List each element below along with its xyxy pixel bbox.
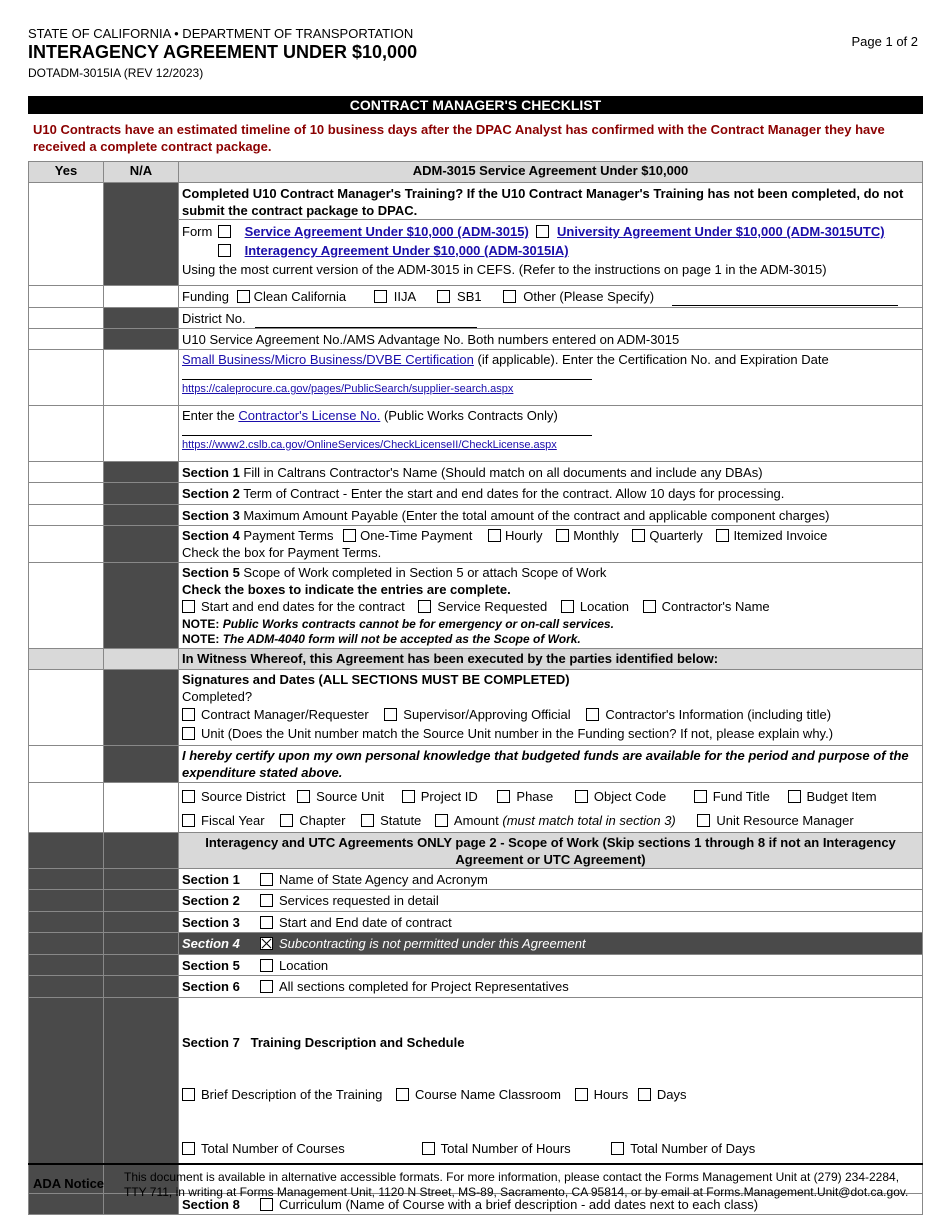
yes-cell[interactable] xyxy=(29,670,104,746)
form-version-note: Using the most current version of the ADM-3015 in CEFS. (Refer to the instructions on page 1 in the ADM-3015) xyxy=(182,262,827,277)
funding-other-field[interactable] xyxy=(672,288,898,306)
funding-label: Funding xyxy=(182,289,229,304)
page-number: Page 1 of 2 xyxy=(851,34,918,49)
form-number: DOTADM-3015IA (REV 12/2023) xyxy=(28,66,204,80)
na-cell-disabled xyxy=(104,329,179,350)
form-adm3015-checkbox[interactable] xyxy=(218,225,231,238)
total-days-checkbox[interactable] xyxy=(611,1142,624,1155)
p2-section-4-text: Subcontracting is not permitted under this Agreement xyxy=(279,936,586,951)
fund-title-checkbox[interactable] xyxy=(694,790,707,803)
phase-checkbox[interactable] xyxy=(497,790,510,803)
p2-section-5-checkbox[interactable] xyxy=(260,959,273,972)
na-cell-disabled xyxy=(104,483,179,505)
yes-cell-disabled xyxy=(29,890,104,912)
yes-cell[interactable] xyxy=(29,526,104,563)
adm4040-note: The ADM-4040 form will not be accepted as the Scope of Work. xyxy=(222,632,581,646)
small-business-instructions: (if applicable). Enter the Certification No. and Expiration Date xyxy=(477,352,829,367)
yes-cell[interactable] xyxy=(29,308,104,329)
days-label: Days xyxy=(656,1087,687,1102)
ada-divider xyxy=(28,1163,923,1165)
section-3-label: Section 3 xyxy=(182,508,240,523)
section-3-text: Maximum Amount Payable (Enter the total amount of the contract and applicable component charges) xyxy=(243,508,830,523)
chapter-checkbox[interactable] xyxy=(280,814,293,827)
p2-section-1-label: Section 1 xyxy=(182,872,240,887)
section-8-text: Curriculum (Name of Course with a brief description - add dates next to each class) xyxy=(279,1197,759,1212)
yes-cell-disabled xyxy=(29,933,104,955)
course-name-checkbox[interactable] xyxy=(396,1088,409,1101)
payment-monthly-label: Monthly xyxy=(573,528,619,543)
small-business-certification-link[interactable]: Small Business/Micro Business/DVBE Certification xyxy=(182,352,474,367)
form-adm3015-link[interactable]: Service Agreement Under $10,000 (ADM-3015) xyxy=(244,224,529,239)
na-column-header: N/A xyxy=(104,162,179,183)
witness-statement: In Witness Whereof, this Agreement has been executed by the parties identified below: xyxy=(179,649,923,670)
p2-section-6-checkbox[interactable] xyxy=(260,980,273,993)
yes-cell-disabled xyxy=(29,1194,104,1215)
training-description-checkbox[interactable] xyxy=(182,1088,195,1101)
certification-field[interactable] xyxy=(182,369,592,380)
sig-contract-manager-checkbox[interactable] xyxy=(182,708,195,721)
agreement-column-header: ADM-3015 Service Agreement Under $10,000 xyxy=(179,162,923,183)
na-cell-disabled xyxy=(104,746,179,783)
training-description-label: Brief Description of the Training xyxy=(201,1087,383,1102)
yes-cell-shaded xyxy=(29,649,104,670)
section-5-instruction: Check the boxes to indicate the entries are complete. xyxy=(182,582,511,597)
p2-section-3-text: Start and End date of contract xyxy=(279,915,452,930)
p2-section-4-checked-checkbox xyxy=(260,937,273,950)
p2-section-2-label: Section 2 xyxy=(182,893,240,908)
payment-itemized-invoice-label: Itemized Invoice xyxy=(733,528,828,543)
na-cell-disabled xyxy=(104,308,179,329)
fund-title-label: Fund Title xyxy=(712,789,770,804)
funding-iija-checkbox[interactable] xyxy=(374,290,387,303)
yes-cell[interactable] xyxy=(29,350,104,406)
total-days-label: Total Number of Days xyxy=(630,1141,756,1156)
amount-note: (must match total in section 3) xyxy=(502,813,676,828)
yes-cell-disabled xyxy=(29,833,104,869)
training-item: Completed U10 Contract Manager's Training? If the U10 Contract Manager's Training has not been completed, do not submit the contract package to DPAC. xyxy=(179,183,923,220)
section-1-text: Fill in Caltrans Contractor's Name (Should match on all documents and include any DBAs) xyxy=(243,465,763,480)
na-cell[interactable] xyxy=(104,350,179,406)
amount-checkbox[interactable] xyxy=(435,814,448,827)
sig-contract-manager-label: Contract Manager/Requester xyxy=(201,707,369,722)
fiscal-year-label: Fiscal Year xyxy=(201,813,265,828)
scope-service-label: Service Requested xyxy=(437,599,548,614)
payment-terms-note: Check the box for Payment Terms. xyxy=(182,545,382,560)
yes-cell[interactable] xyxy=(29,329,104,350)
yes-cell[interactable] xyxy=(29,746,104,783)
p2-section-3-checkbox[interactable] xyxy=(260,916,273,929)
budget-item-checkbox[interactable] xyxy=(788,790,801,803)
funding-sb1-checkbox[interactable] xyxy=(437,290,450,303)
scope-location-label: Location xyxy=(579,599,630,614)
p2-section-5-label: Section 5 xyxy=(182,958,240,973)
na-cell[interactable] xyxy=(104,783,179,833)
checklist-table xyxy=(28,161,923,1215)
contractors-license-link[interactable]: Contractor's License No. xyxy=(238,408,381,423)
yes-cell[interactable] xyxy=(29,563,104,649)
total-hours-checkbox[interactable] xyxy=(422,1142,435,1155)
signatures-title: Signatures and Dates (ALL SECTIONS MUST BE COMPLETED) xyxy=(182,672,570,687)
section-8-label: Section 8 xyxy=(182,1197,240,1212)
statute-label: Statute xyxy=(380,813,422,828)
sig-supervisor-checkbox[interactable] xyxy=(384,708,397,721)
yes-cell-disabled xyxy=(29,869,104,890)
hours-label: Hours xyxy=(593,1087,629,1102)
yes-cell[interactable] xyxy=(29,406,104,462)
scope-contractor-label: Contractor's Name xyxy=(661,599,770,614)
section-2-label: Section 2 xyxy=(182,486,240,501)
p2-section-3-label: Section 3 xyxy=(182,915,240,930)
payment-quarterly-label: Quarterly xyxy=(649,528,703,543)
project-id-checkbox[interactable] xyxy=(402,790,415,803)
funding-clean-california-checkbox[interactable] xyxy=(237,290,250,303)
certification-statement: I hereby certify upon my own personal knowledge that budgeted funds are available for the period and purpose of the expenditure stated above. xyxy=(179,746,923,783)
p2-section-6-text: All sections completed for Project Representatives xyxy=(279,979,569,994)
statute-checkbox[interactable] xyxy=(361,814,374,827)
sig-supervisor-label: Supervisor/Approving Official xyxy=(403,707,571,722)
payment-one-time-checkbox[interactable] xyxy=(343,529,356,542)
na-cell-disabled xyxy=(104,462,179,483)
scope-dates-label: Start and end dates for the contract xyxy=(201,599,405,614)
source-unit-checkbox[interactable] xyxy=(297,790,310,803)
yes-cell[interactable] xyxy=(29,505,104,526)
section-7-title: Section 7 Training Description and Schedule xyxy=(182,1035,465,1050)
note-label: NOTE: xyxy=(182,617,220,631)
budget-item-label: Budget Item xyxy=(806,789,877,804)
district-label: District No. xyxy=(182,311,246,326)
sig-unit-label: Unit (Does the Unit number match the Source Unit number in the Funding section? If not, please explain why.) xyxy=(201,726,834,741)
yes-cell[interactable] xyxy=(29,783,104,833)
payment-hourly-label: Hourly xyxy=(504,528,543,543)
p2-section-4-label: Section 4 xyxy=(182,936,240,951)
form-adm3015utc-link[interactable]: University Agreement Under $10,000 (ADM-3015UTC) xyxy=(557,224,885,239)
timeline-notice: U10 Contracts have an estimated timeline of 10 business days after the DPAC Analyst has confirmed with the Contract Manager they have received a complete contract package. xyxy=(33,122,885,154)
license-prefix: Enter the xyxy=(182,408,235,423)
payment-monthly-checkbox[interactable] xyxy=(556,529,569,542)
payment-itemized-invoice-checkbox[interactable] xyxy=(716,529,729,542)
unit-resource-manager-checkbox[interactable] xyxy=(697,814,710,827)
na-cell-disabled xyxy=(104,869,179,890)
u10-number-item: U10 Service Agreement No./AMS Advantage No. Both numbers entered on ADM-3015 xyxy=(179,329,923,350)
source-district-checkbox[interactable] xyxy=(182,790,195,803)
section-4-text: Payment Terms xyxy=(243,528,334,543)
p2-section-5-text: Location xyxy=(279,958,329,973)
na-cell-disabled xyxy=(104,670,179,746)
funding-other-checkbox[interactable] xyxy=(503,290,516,303)
ada-notice-text: This document is available in alternative accessible formats. For more information, please contact the Forms Management Unit at (279) 234-2284, TTY 711, in writing at Forms Management Unit, 1120 N Street, MS-89, Sacramento, CA 95814, or by email at Forms.Management.Unit@dot.ca.gov. xyxy=(124,1170,909,1199)
p2-section-2-text: Services requested in detail xyxy=(279,893,439,908)
na-cell[interactable] xyxy=(104,406,179,462)
license-instructions: (Public Works Contracts Only) xyxy=(383,408,558,423)
form-adm3015ia-checkbox[interactable] xyxy=(218,244,231,257)
total-hours-label: Total Number of Hours xyxy=(440,1141,571,1156)
sig-unit-checkbox[interactable] xyxy=(182,727,195,740)
ada-notice-label: ADA Notice xyxy=(33,1176,105,1191)
phase-label: Phase xyxy=(516,789,554,804)
note-label: NOTE: xyxy=(182,632,220,646)
hours-checkbox[interactable] xyxy=(575,1088,588,1101)
total-courses-checkbox[interactable] xyxy=(182,1142,195,1155)
na-cell-disabled xyxy=(104,563,179,649)
na-cell[interactable] xyxy=(104,286,179,308)
p2-section-2-checkbox[interactable] xyxy=(260,894,273,907)
na-cell-disabled xyxy=(104,976,179,998)
yes-cell-disabled xyxy=(29,912,104,933)
days-checkbox[interactable] xyxy=(638,1088,651,1101)
form-adm3015utc-checkbox[interactable] xyxy=(536,225,549,238)
license-field[interactable] xyxy=(182,425,592,436)
scope-dates-checkbox[interactable] xyxy=(182,600,195,613)
section-4-label: Section 4 xyxy=(182,528,240,543)
yes-cell-disabled xyxy=(29,955,104,976)
funding-iija-label: IIJA xyxy=(393,289,416,304)
funding-clean-california-label: Clean California xyxy=(253,289,347,304)
na-cell-shaded xyxy=(104,649,179,670)
p2-section-1-text: Name of State Agency and Acronym xyxy=(279,872,488,887)
scope-contractor-checkbox[interactable] xyxy=(643,600,656,613)
funding-other-label: Other (Please Specify) xyxy=(523,289,655,304)
payment-one-time-label: One-Time Payment xyxy=(360,528,473,543)
na-cell-disabled xyxy=(104,505,179,526)
agency-name: STATE OF CALIFORNIA • DEPARTMENT OF TRANSPORTATION xyxy=(28,26,414,41)
project-id-label: Project ID xyxy=(420,789,478,804)
sig-contractor-info-label: Contractor's Information (including title) xyxy=(605,707,832,722)
yes-cell-disabled xyxy=(29,976,104,998)
yes-cell[interactable] xyxy=(29,286,104,308)
na-cell-disabled xyxy=(104,833,179,869)
checklist-banner: CONTRACT MANAGER'S CHECKLIST xyxy=(28,96,923,114)
yes-cell[interactable] xyxy=(29,483,104,505)
na-cell-disabled xyxy=(104,933,179,955)
interagency-section-header: Interagency and UTC Agreements ONLY page 2 - Scope of Work (Skip sections 1 through 8 if not an Interagency Agreement or UTC Agreement) xyxy=(179,833,923,869)
na-cell-disabled xyxy=(104,526,179,563)
object-code-label: Object Code xyxy=(593,789,667,804)
na-cell-disabled xyxy=(104,912,179,933)
source-district-label: Source District xyxy=(201,789,286,804)
amount-label: Amount xyxy=(453,813,499,828)
source-unit-label: Source Unit xyxy=(316,789,385,804)
na-cell-disabled xyxy=(104,955,179,976)
form-label: Form xyxy=(182,224,213,239)
section-5-text: Scope of Work completed in Section 5 or attach Scope of Work xyxy=(243,565,607,580)
chapter-label: Chapter xyxy=(299,813,346,828)
fiscal-year-checkbox[interactable] xyxy=(182,814,195,827)
p2-section-1-checkbox[interactable] xyxy=(260,873,273,886)
yes-column-header: Yes xyxy=(29,162,104,183)
signatures-completed-label: Completed? xyxy=(182,689,253,704)
unit-resource-manager-label: Unit Resource Manager xyxy=(716,813,854,828)
sig-contractor-info-checkbox[interactable] xyxy=(586,708,599,721)
section-5-label: Section 5 xyxy=(182,565,240,580)
public-works-note: Public Works contracts cannot be for emergency or on-call services. xyxy=(222,617,614,631)
form-adm3015ia-link[interactable]: Interagency Agreement Under $10,000 (ADM-3015IA) xyxy=(244,243,569,258)
yes-cell[interactable] xyxy=(29,183,104,286)
district-field[interactable] xyxy=(255,310,477,328)
cslb-url[interactable]: https://www2.cslb.ca.gov/OnlineServices/CheckLicenseII/CheckLicense.aspx xyxy=(182,439,557,451)
payment-hourly-checkbox[interactable] xyxy=(488,529,501,542)
scope-service-checkbox[interactable] xyxy=(418,600,431,613)
section-2-text: Term of Contract - Enter the start and end dates for the contract. Allow 10 days for processing. xyxy=(243,486,785,501)
funding-sb1-label: SB1 xyxy=(457,289,482,304)
na-cell-disabled xyxy=(104,890,179,912)
form-title: INTERAGENCY AGREEMENT UNDER $10,000 xyxy=(28,42,418,62)
object-code-checkbox[interactable] xyxy=(575,790,588,803)
p2-section-6-label: Section 6 xyxy=(182,979,240,994)
yes-cell[interactable] xyxy=(29,462,104,483)
payment-quarterly-checkbox[interactable] xyxy=(632,529,645,542)
total-courses-label: Total Number of Courses xyxy=(201,1141,345,1156)
caleprocure-url[interactable]: https://caleprocure.ca.gov/pages/PublicSearch/supplier-search.aspx xyxy=(182,383,514,395)
na-cell-disabled xyxy=(104,183,179,286)
section-1-label: Section 1 xyxy=(182,465,240,480)
course-name-label: Course Name Classroom xyxy=(415,1087,561,1102)
scope-location-checkbox[interactable] xyxy=(561,600,574,613)
